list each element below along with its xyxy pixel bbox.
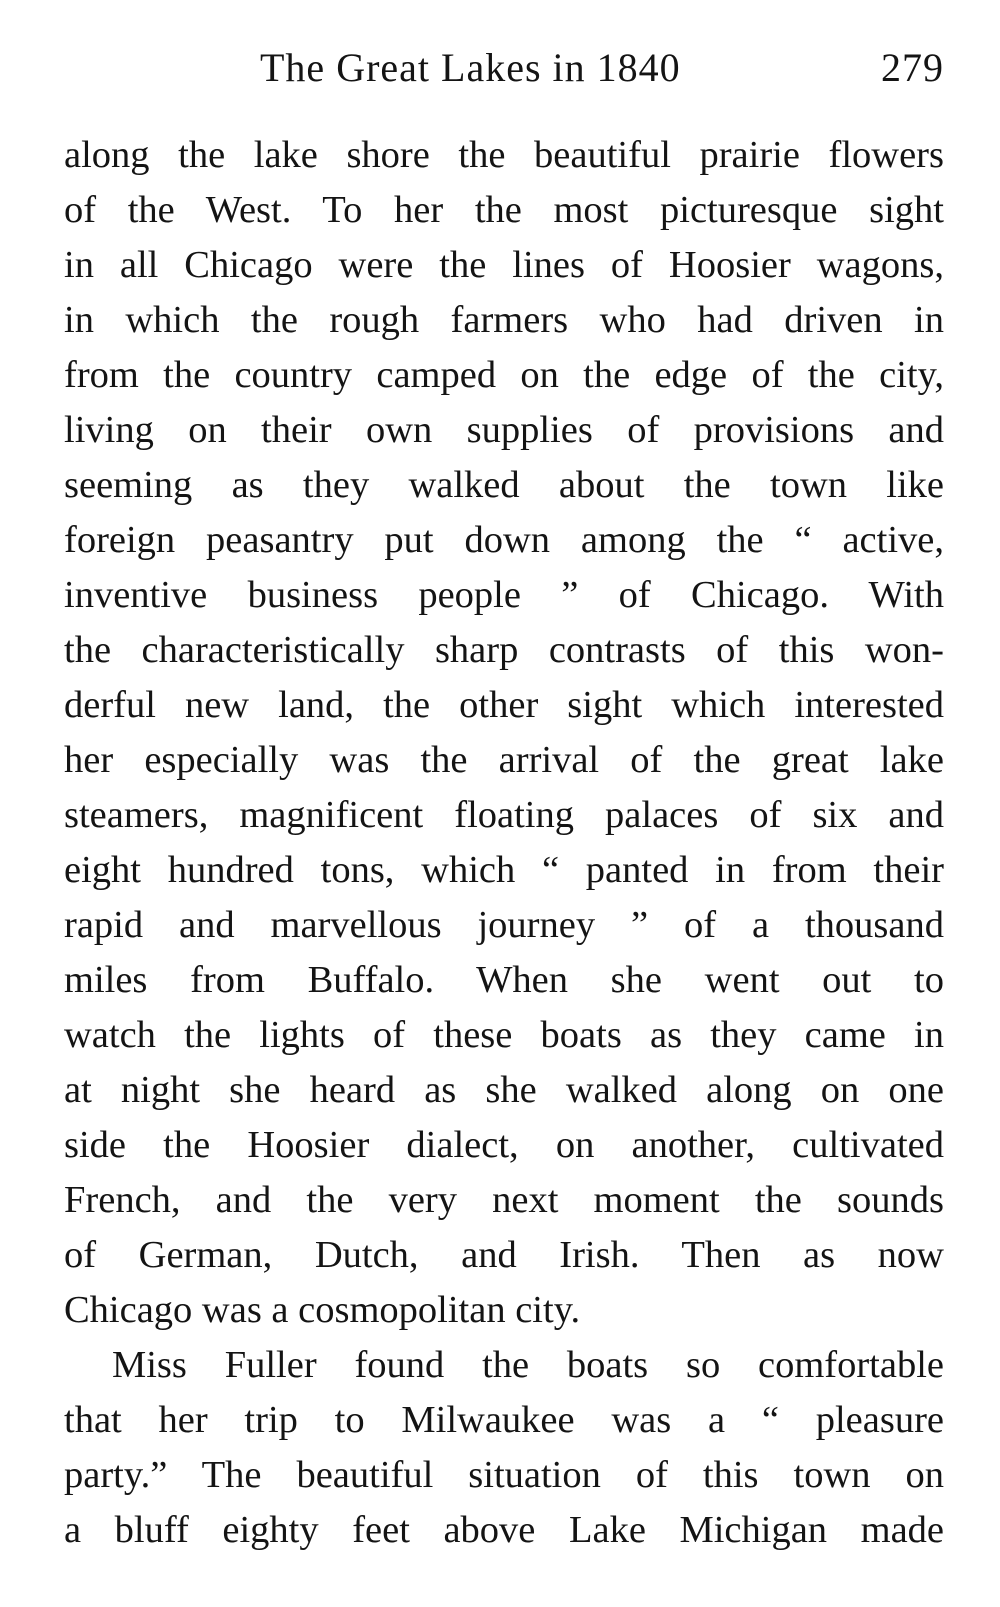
text-line: steamers, magnificent floating palaces of six and [64, 794, 944, 836]
text-line: in which the rough farmers who had driven in [64, 299, 944, 341]
header-title: The Great Lakes in 1840 [260, 45, 681, 90]
text-line: eight hundred tons, which “ panted in from their [64, 849, 944, 891]
page-number: 279 [881, 45, 944, 90]
text-line: along the lake shore the beautiful prairie flowers [64, 134, 944, 176]
text-line: at night she heard as she walked along on one [64, 1069, 944, 1111]
text-line: French, and the very next moment the sounds [64, 1179, 944, 1221]
running-header [64, 44, 944, 100]
text-line: a bluff eighty feet above Lake Michigan made [64, 1509, 944, 1551]
paragraph-first-line: Miss Fuller found the boats so comfortable [112, 1344, 944, 1386]
text-line: foreign peasantry put down among the “ active, [64, 519, 944, 561]
text-line: living on their own supplies of provisions and [64, 409, 944, 451]
text-line: of German, Dutch, and Irish. Then as now [64, 1234, 944, 1276]
text-line: derful new land, the other sight which interested [64, 684, 944, 726]
text-line: inventive business people ” of Chicago. With [64, 574, 944, 616]
text-line: party.” The beautiful situation of this town on [64, 1454, 944, 1496]
text-line: watch the lights of these boats as they came in [64, 1014, 944, 1056]
body-text [64, 128, 944, 1558]
text-line: of the West. To her the most picturesque sight [64, 189, 944, 231]
text-line: rapid and marvellous journey ” of a thousand [64, 904, 944, 946]
text-line: miles from Buffalo. When she went out to [64, 959, 944, 1001]
text-line: that her trip to Milwaukee was a “ pleasure [64, 1399, 944, 1441]
text-line: seeming as they walked about the town like [64, 464, 944, 506]
text-line: the characteristically sharp contrasts of this won- [64, 629, 944, 671]
text-line: from the country camped on the edge of the city, [64, 354, 944, 396]
text-line: side the Hoosier dialect, on another, cultivated [64, 1124, 944, 1166]
text-line: in all Chicago were the lines of Hoosier wagons, [64, 244, 944, 286]
text-line: her especially was the arrival of the great lake [64, 739, 944, 781]
paragraph-end-line: Chicago was a cosmopolitan city. [64, 1289, 581, 1331]
